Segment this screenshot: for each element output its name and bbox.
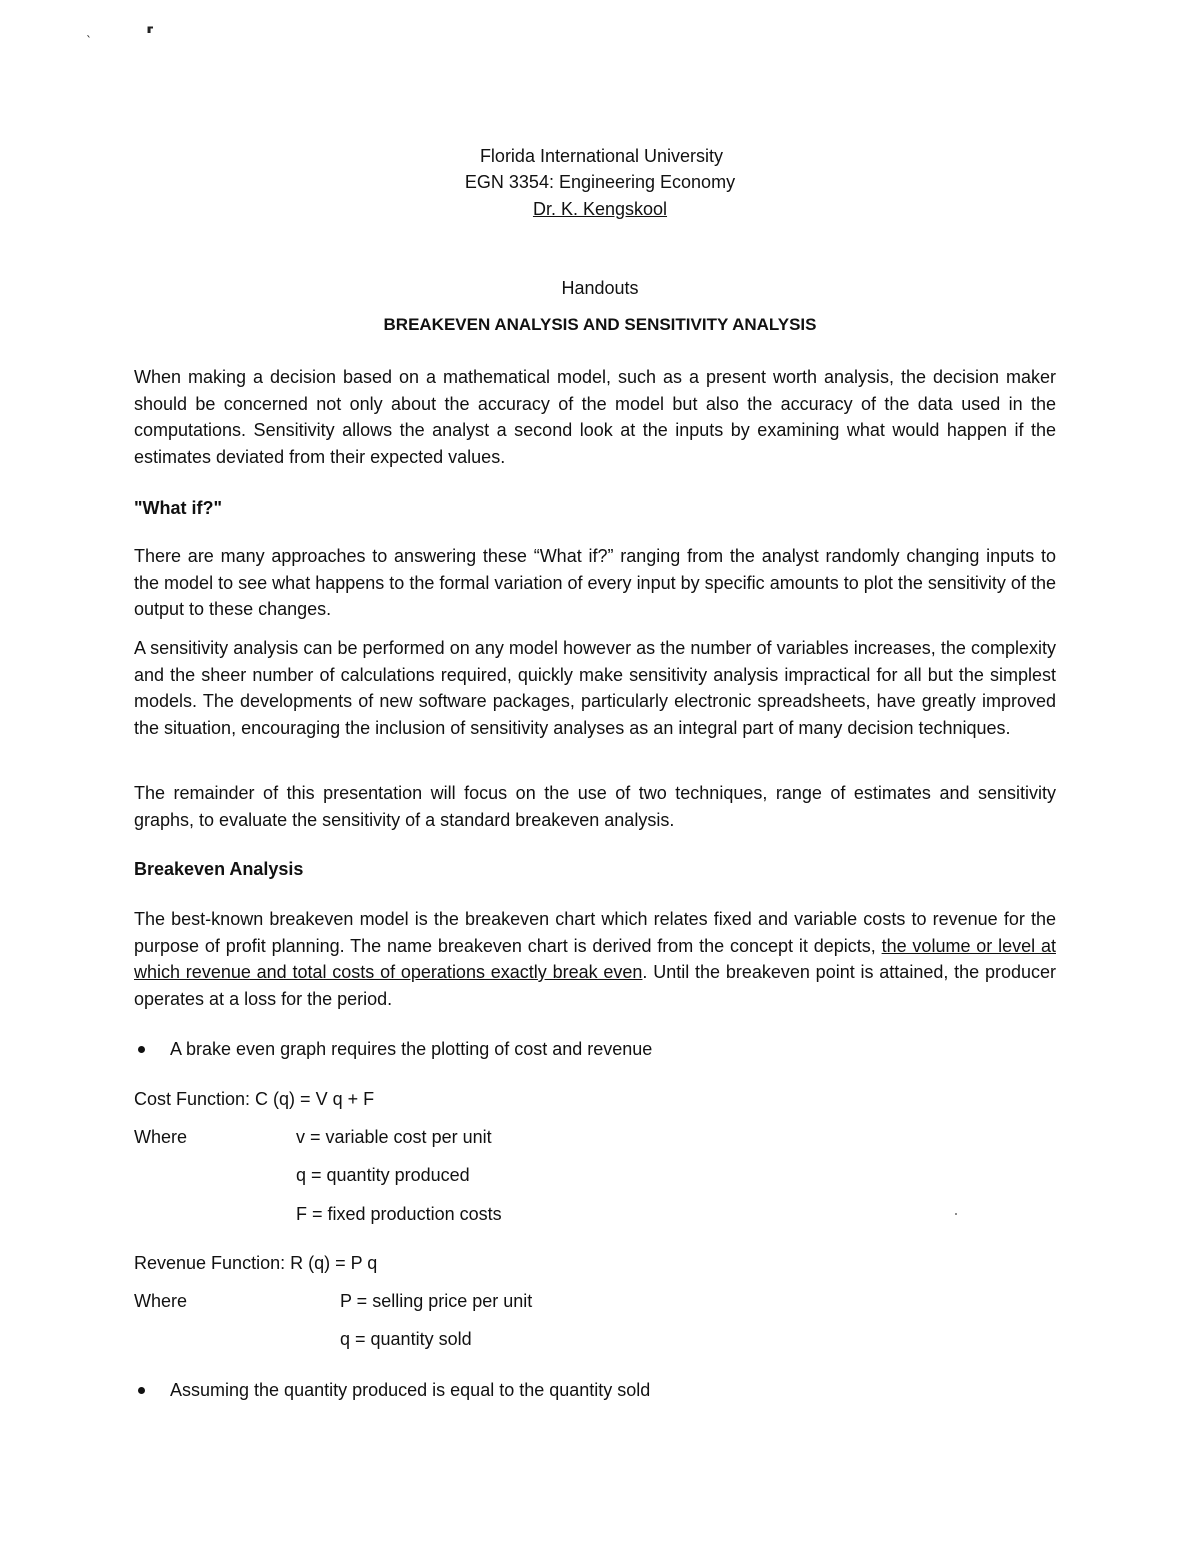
revenue-function: Revenue Function: R (q) = P q [134,1253,378,1273]
what-if-paragraph-1: There are many approaches to answering these “What if?” ranging from the analyst randomly changing inputs to the model to see what happens to the formal variation of every input by specific amounts to plot the sensitivity of the output to these changes. [134,546,1056,619]
scan-mark-corner: ⸢ [146,24,155,45]
breakeven-definition: the volume or level at which revenue and total costs of operations exactly break even [134,935,1056,982]
instructor-name: Dr. K. Kengskool [532,199,668,219]
what-if-heading: "What if?" [134,498,223,518]
breakeven-heading: Breakeven Analysis [134,859,304,879]
what-if-paragraph-3: The remainder of this presentation will focus on the use of two techniques, range of estimates and sensitivity graphs, to evaluate the sensitivity of a standard breakeven analysis. [134,783,1056,830]
cost-def-quantity: q = quantity produced [296,1165,470,1185]
bullet-item-graph: A brake even graph requires the plotting of cost and revenue [170,1039,653,1059]
university-name: Florida International University [479,146,724,166]
cost-def-fixed: F = fixed production costs [296,1204,502,1224]
bullet-marker [138,1046,145,1053]
bullet-marker [138,1387,145,1394]
intro-paragraph: When making a decision based on a mathematical model, such as a present worth analysis, the decision maker should be concerned not only about the accuracy of the model but also the accuracy of the data used in the computations. Sensitivity allows the analyst a second look at the inputs by examining what would happen if the estimates deviated from their expected values. [134,367,1056,467]
revenue-where-label: Where [134,1291,188,1311]
bullet-item-assumption: Assuming the quantity produced is equal to the quantity sold [170,1380,651,1400]
what-if-paragraph-2: A sensitivity analysis can be performed on any model however as the number of variables increases, the complexity and the sheer number of calculations required, quickly make sensitivity analysis impractical for all but the simplest models. The developments of new software packages, particularly electronic spreadsheets, have greatly improved the situation, encouraging the inclusion of sensitivity analyses as an integral part of many decision techniques. [134,638,1056,738]
doc-type-label: Handouts [561,278,639,298]
revenue-def-quantity: q = quantity sold [340,1329,472,1349]
cost-function: Cost Function: C (q) = V q + F [134,1089,375,1109]
revenue-def-price: P = selling price per unit [340,1291,533,1311]
breakeven-paragraph: The best-known breakeven model is the breakeven chart which relates fixed and variable costs to revenue for the purpose of profit planning. The name breakeven chart is derived from the concept it depicts, the volume or level at which revenue and total costs of operations exactly break even. Until the breakeven point is attained, the producer operates at a loss for the period. [134,909,1057,1009]
scan-mark-tick: ` [86,34,92,48]
cost-def-variable: v = variable cost per unit [296,1127,492,1147]
cost-where-label: Where [134,1127,188,1147]
course-title: EGN 3354: Engineering Economy [464,172,736,192]
scan-speck [955,1213,957,1215]
page-title: BREAKEVEN ANALYSIS AND SENSITIVITY ANALYSIS [383,315,817,334]
